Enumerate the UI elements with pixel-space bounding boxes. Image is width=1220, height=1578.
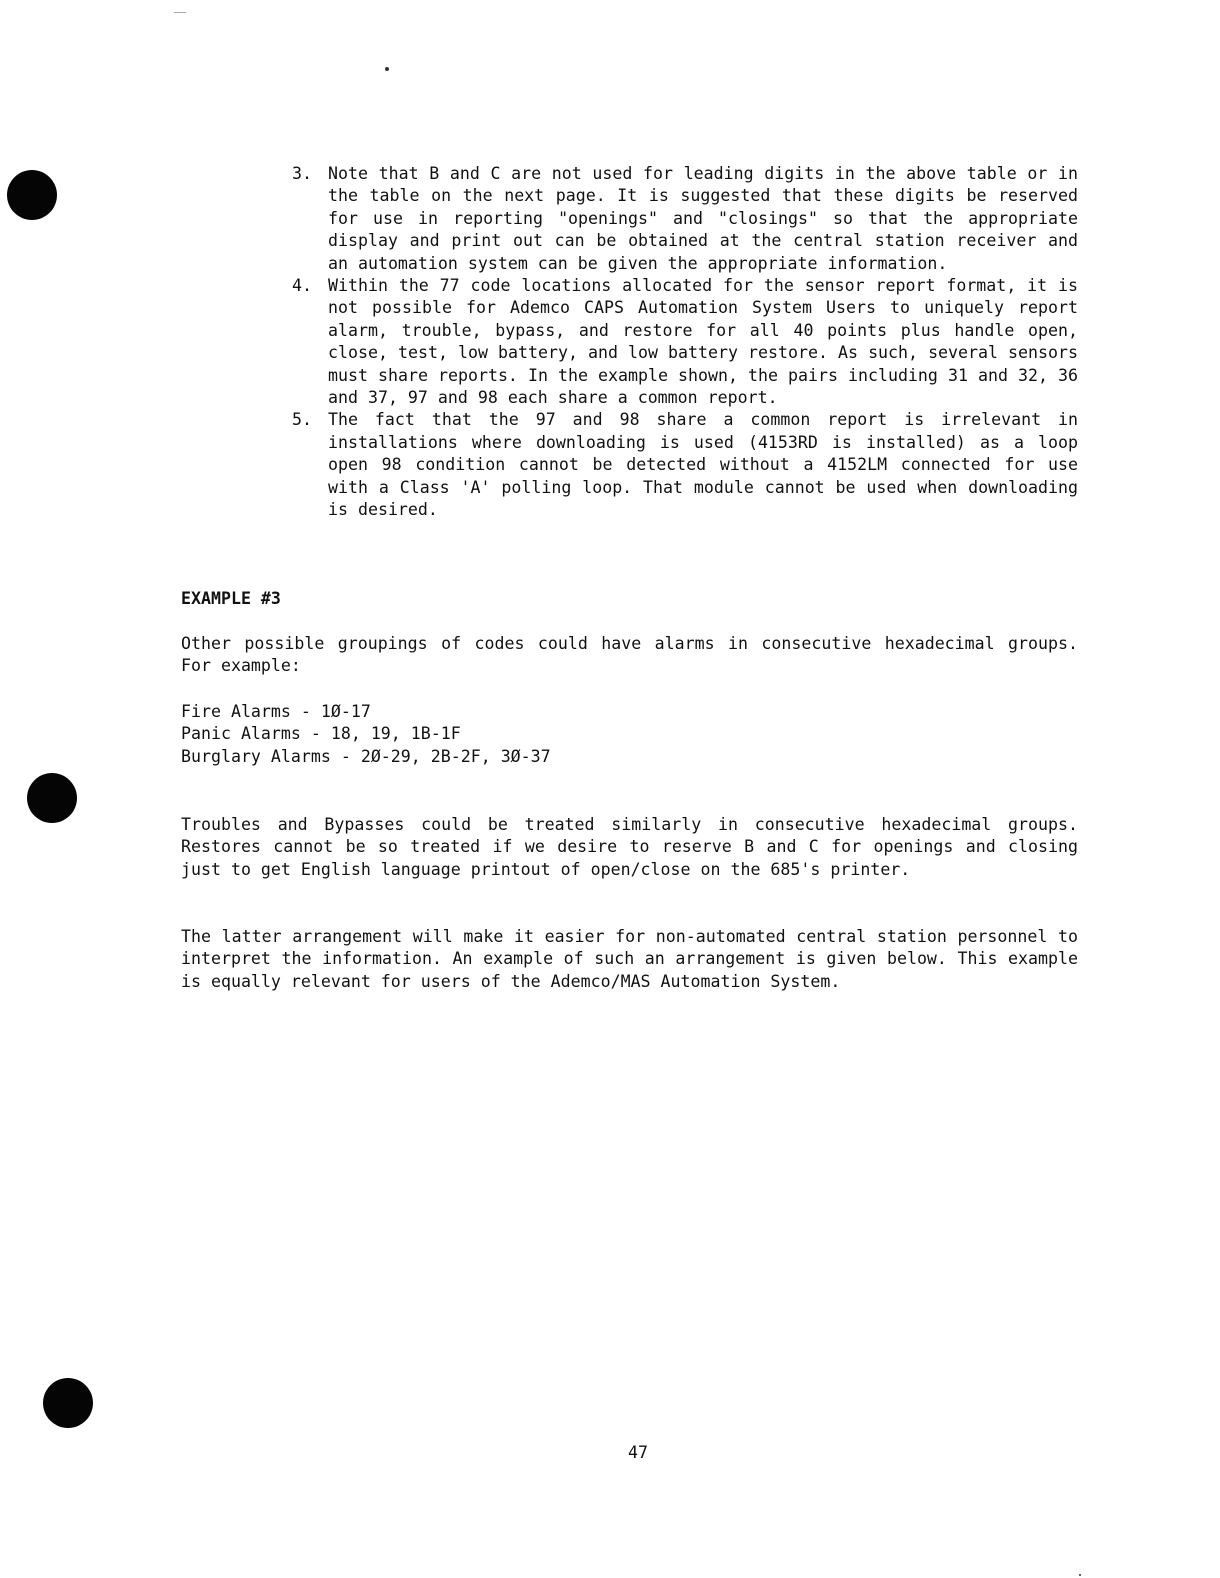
note-number: 3.: [292, 164, 312, 183]
note-number: 4.: [292, 276, 312, 296]
note-number: 5.: [292, 410, 312, 430]
alarm-group-fire: Fire Alarms - 1Ø-17: [181, 702, 371, 721]
note-5: [292, 409, 1078, 521]
page-number: 47: [628, 1443, 648, 1462]
note-text: The fact that the 97 and 98 share a common report is irrelevant in installations where downloading is used (4153RD is installed) as a loop open 98 condition cannot be detected without a 4152LM connected for use with a Class 'A' polling loop. That module cannot be used when downloading is desired.: [328, 410, 1078, 520]
scan-speck: [1079, 1574, 1081, 1576]
scan-speck: [385, 67, 389, 71]
alarm-groups-list: [181, 701, 551, 768]
note-4: [292, 275, 1078, 409]
note-3: [292, 163, 1078, 275]
note-text: Within the 77 code locations allocated for the sensor report format, it is not possible for Ademco CAPS Automation System Users to uniquely report alarm, trouble, bypass, and restore for all 40 points plus handle open, close, test, low battery, and low battery restore. As such, several sensors must share reports. In the example shown, the pairs including 31 and 32, 36 and 37, 97 and 98 each share a common report.: [328, 276, 1078, 408]
intro-paragraph: Other possible groupings of codes could have alarms in consecutive hexadecimal groups. For example:: [181, 634, 1078, 676]
troubles-paragraph: Troubles and Bypasses could be treated similarly in consecutive hexadecimal groups. Restores cannot be so treated if we desire to reserve B and C for openings and closing just to get English language printout of open/close on the 685's printer.: [181, 815, 1078, 879]
punch-hole-top: [7, 170, 57, 220]
alarm-group-burglary: Burglary Alarms - 2Ø-29, 2B-2F, 3Ø-37: [181, 746, 551, 766]
example-heading: EXAMPLE #3: [181, 589, 281, 608]
punch-hole-bottom: [43, 1378, 93, 1428]
numbered-notes: [292, 163, 1078, 522]
note-text: Note that B and C are not used for leading digits in the above table or in the table on the next page. It is suggested that these digits be reserved for use in reporting "openings" and "closings" so that the appropriate display and print out can be obtained at the central station receiver and an automation system can be given the appropriate information.: [328, 164, 1078, 273]
alarm-group-panic: Panic Alarms - 18, 19, 1B-1F: [181, 724, 461, 744]
punch-hole-middle: [27, 773, 77, 823]
latter-paragraph: The latter arrangement will make it easier for non-automated central station personnel to interpret the information. An example of such an arrangement is given below. This example is equally relevant for users of the Ademco/MAS Automation System.: [181, 927, 1078, 991]
scan-mark: [174, 12, 186, 13]
